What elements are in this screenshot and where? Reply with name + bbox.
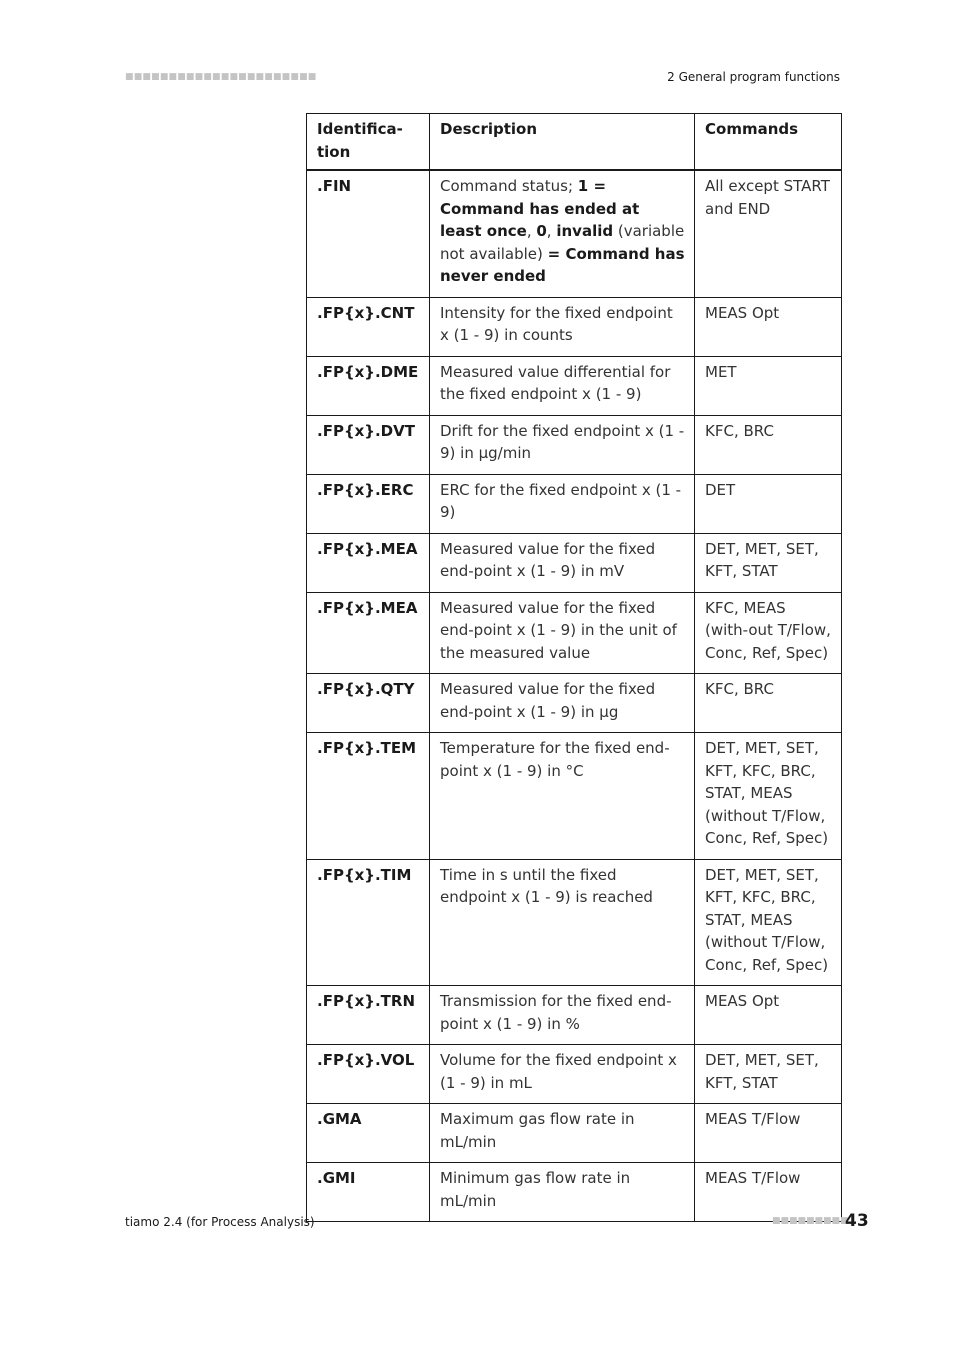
table-row	[307, 533, 842, 592]
row-commands: MEAS T/Flow	[695, 1163, 842, 1222]
fin-desc-part: Command status;	[440, 177, 578, 195]
fin-desc-part: ,	[546, 222, 557, 240]
row-description: Transmission for the fixed end-point x (1 - 9) in %	[430, 986, 695, 1045]
row-identification: .FP{x}.DVT	[307, 415, 430, 474]
row-commands: DET	[695, 474, 842, 533]
table-row	[307, 674, 842, 733]
footer-decoration: ■■■■■■■■■	[772, 1216, 849, 1226]
table-row	[307, 1045, 842, 1104]
running-header-section-title: 2 General program functions	[667, 70, 840, 84]
row-description: Intensity for the fixed endpoint x (1 - 9) in counts	[430, 297, 695, 356]
row-description: Time in s until the fixed endpoint x (1 - 9) is reached	[430, 859, 695, 986]
variables-table	[306, 113, 842, 1222]
row-commands: KFC, BRC	[695, 415, 842, 474]
table-row	[307, 356, 842, 415]
row-commands: MEAS Opt	[695, 986, 842, 1045]
row-description: Temperature for the fixed end-point x (1 - 9) in °C	[430, 733, 695, 860]
row-identification: .FP{x}.VOL	[307, 1045, 430, 1104]
row-identification: .FP{x}.ERC	[307, 474, 430, 533]
row-description: Measured value for the fixed end-point x (1 - 9) in the unit of the measured value	[430, 592, 695, 674]
row-description: Minimum gas flow rate in mL/min	[430, 1163, 695, 1222]
table-row	[307, 415, 842, 474]
row-identification: .GMI	[307, 1163, 430, 1222]
row-identification: .GMA	[307, 1104, 430, 1163]
row-identification: .FP{x}.MEA	[307, 533, 430, 592]
row-commands: All except START and END	[695, 170, 842, 297]
fin-desc-bold: 0	[536, 222, 547, 240]
row-commands: DET, MET, SET, KFT, KFC, BRC, STAT, MEAS (without T/Flow, Conc, Ref, Spec)	[695, 859, 842, 986]
row-commands: MET	[695, 356, 842, 415]
row-description: Measured value for the fixed end-point x (1 - 9) in mV	[430, 533, 695, 592]
row-commands: KFC, BRC	[695, 674, 842, 733]
row-identification: .FP{x}.MEA	[307, 592, 430, 674]
row-identification: .FP{x}.CNT	[307, 297, 430, 356]
table-row	[307, 986, 842, 1045]
table-header-row	[307, 114, 842, 171]
fin-desc-part: (variable not available)	[440, 222, 685, 263]
row-identification: .FP{x}.TRN	[307, 986, 430, 1045]
row-commands: KFC, MEAS (with-out T/Flow, Conc, Ref, Spec)	[695, 592, 842, 674]
column-header-commands: Commands	[695, 114, 842, 171]
row-description: Drift for the fixed endpoint x (1 - 9) in µg/min	[430, 415, 695, 474]
row-description	[430, 170, 695, 297]
table-row	[307, 733, 842, 860]
fin-desc-bold: = Command has never ended	[440, 244, 685, 285]
fin-desc-bold: 1 = Command has ended at least once	[440, 177, 640, 240]
footer-product-name: tiamo 2.4 (for Process Analysis)	[125, 1215, 315, 1229]
row-commands: DET, MET, SET, KFT, STAT	[695, 533, 842, 592]
fin-desc-bold: invalid	[556, 222, 614, 240]
row-identification: .FP{x}.TEM	[307, 733, 430, 860]
row-description: ERC for the fixed endpoint x (1 - 9)	[430, 474, 695, 533]
row-description: Measured value differential for the fixed endpoint x (1 - 9)	[430, 356, 695, 415]
table-row	[307, 859, 842, 986]
table-row	[307, 592, 842, 674]
row-identification: .FP{x}.TIM	[307, 859, 430, 986]
header-decoration: ■■■■■■■■■■■■■■■■■■■■■■	[125, 72, 317, 82]
row-commands: MEAS T/Flow	[695, 1104, 842, 1163]
column-header-identification: Identifica- tion	[307, 114, 430, 171]
table-row	[307, 170, 842, 297]
fin-desc-part: ,	[526, 222, 537, 240]
row-commands: DET, MET, SET, KFT, KFC, BRC, STAT, MEAS (without T/Flow, Conc, Ref, Spec)	[695, 733, 842, 860]
row-identification: .FP{x}.DME	[307, 356, 430, 415]
table-row	[307, 297, 842, 356]
table-row	[307, 1104, 842, 1163]
row-description: Measured value for the fixed end-point x (1 - 9) in µg	[430, 674, 695, 733]
row-commands: DET, MET, SET, KFT, STAT	[695, 1045, 842, 1104]
column-header-description: Description	[430, 114, 695, 171]
page-number: 43	[845, 1211, 869, 1231]
row-description: Volume for the fixed endpoint x (1 - 9) in mL	[430, 1045, 695, 1104]
row-identification: .FP{x}.QTY	[307, 674, 430, 733]
row-description: Maximum gas flow rate in mL/min	[430, 1104, 695, 1163]
row-commands: MEAS Opt	[695, 297, 842, 356]
table-row	[307, 1163, 842, 1222]
table-row	[307, 474, 842, 533]
row-identification: .FIN	[307, 170, 430, 297]
